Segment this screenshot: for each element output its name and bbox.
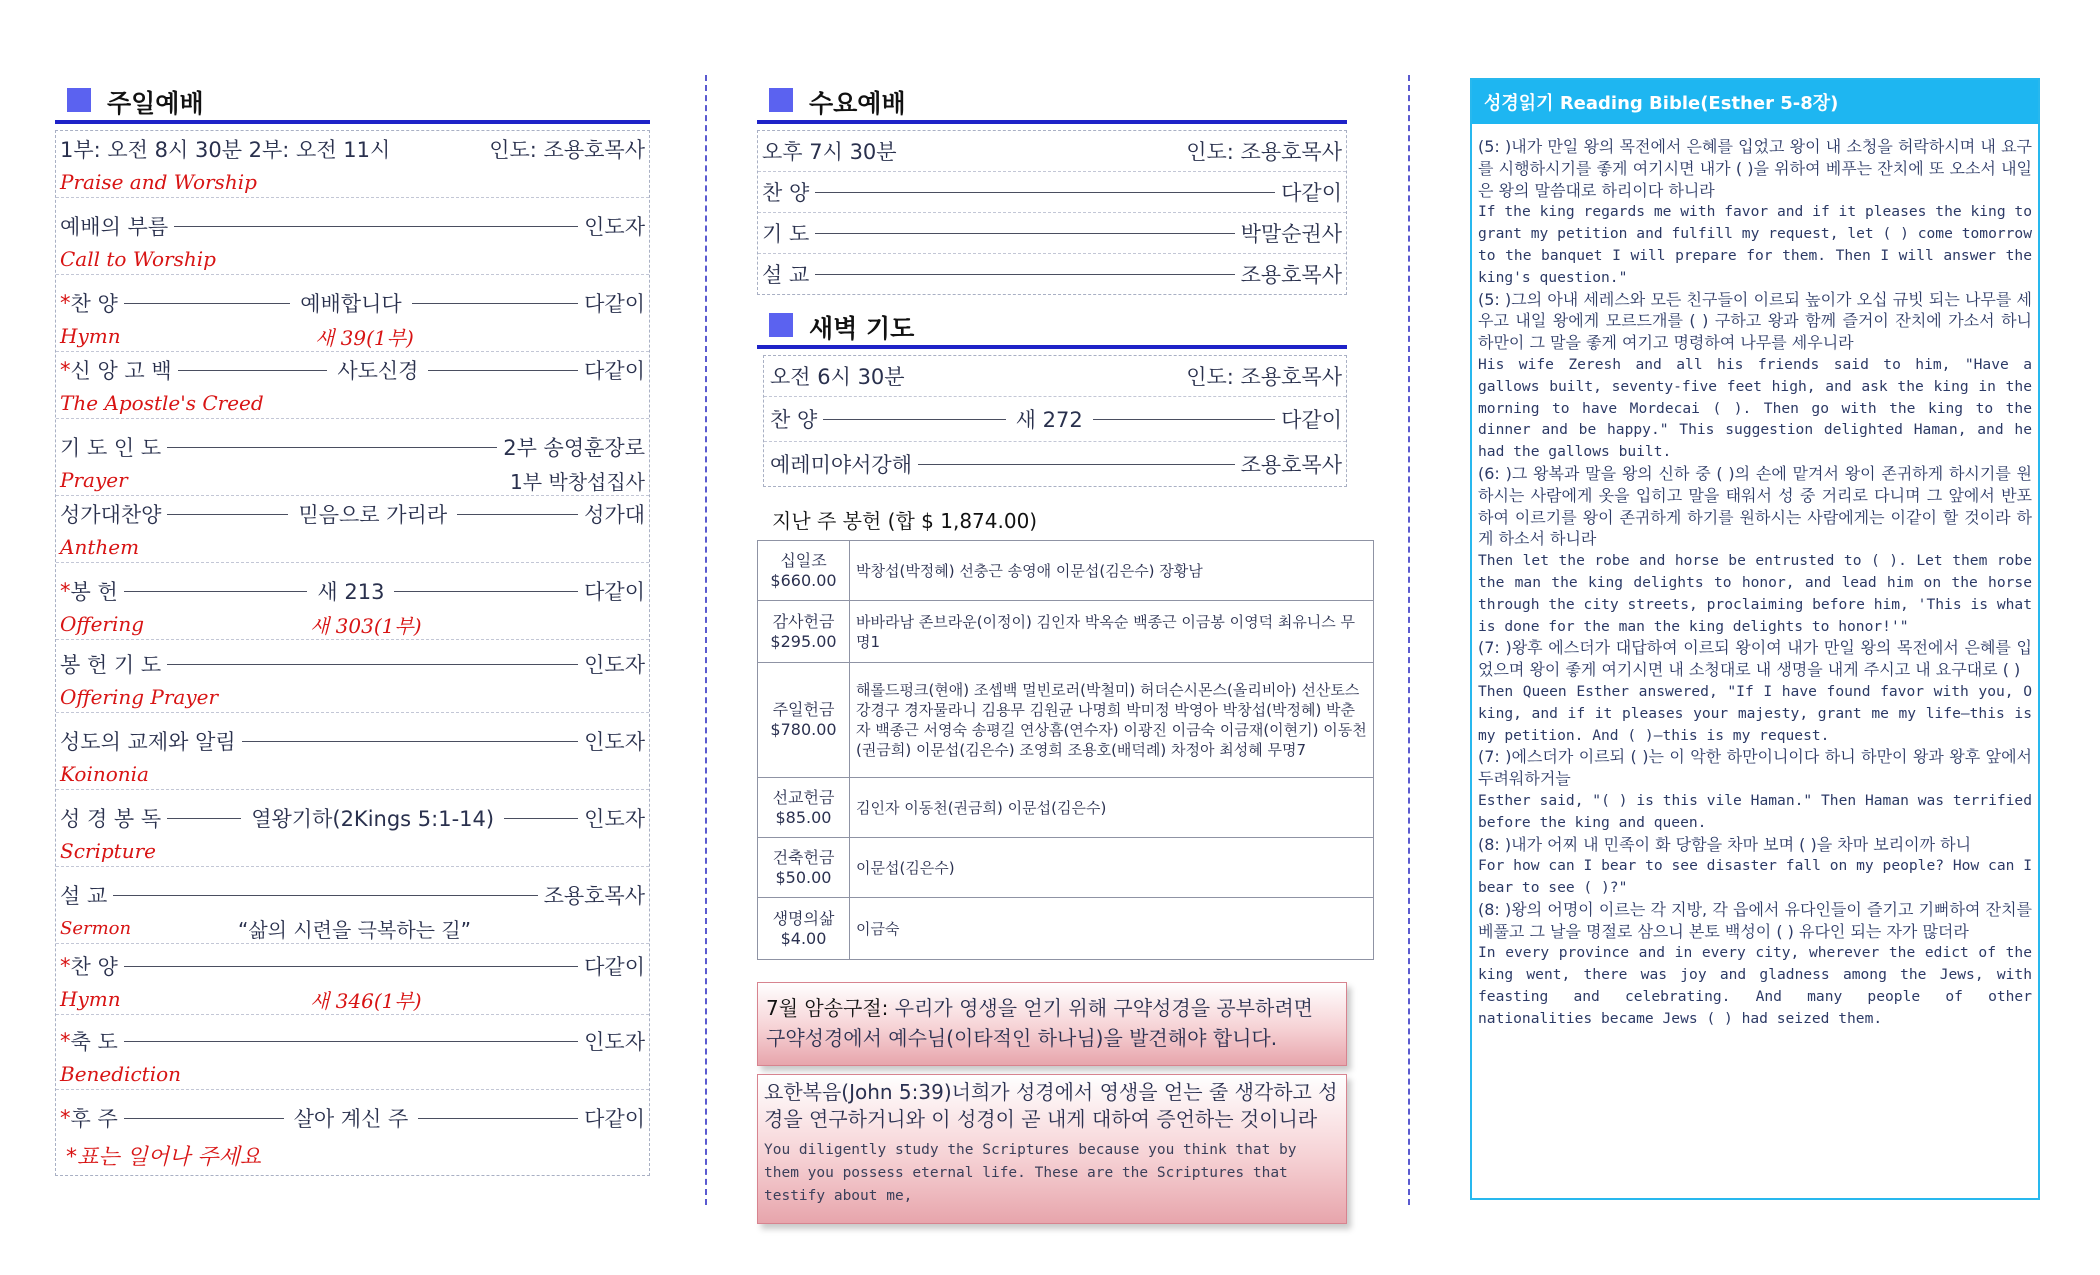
item-leader: 2부 송영훈장로	[503, 436, 645, 460]
item-label: 찬 양	[70, 292, 118, 316]
item-leader-alt: 1부 박창섭집사	[509, 469, 645, 494]
bible-reading-header: 성경읽기 Reading Bible(Esther 5-8장)	[1472, 80, 2038, 124]
offering-total-title: 지난 주 봉헌 (합 $ 1,874.00)	[772, 509, 1038, 533]
order-row	[56, 790, 649, 867]
item-title: 살아 계신 주	[293, 1107, 409, 1131]
english-label: Offering Prayer	[60, 685, 219, 709]
order-row	[758, 254, 1346, 294]
english-label: Hymn	[60, 324, 121, 348]
item-title: 예배합니다	[300, 292, 402, 316]
item-label: 기 도	[762, 222, 810, 246]
item-leader: 다같이	[584, 1107, 646, 1131]
offering-donors: 박창섭(박정혜) 선충근 송영애 이문섭(김은수) 장황남	[850, 541, 1374, 601]
stand-marker: *	[60, 954, 71, 978]
leader: 인도: 조용호목사	[489, 138, 645, 162]
order-row	[56, 1090, 649, 1175]
english-label: Sermon	[60, 917, 132, 939]
section-title: 수요예배	[809, 89, 906, 118]
order-row	[56, 944, 649, 1015]
item-leader: 인도자	[584, 730, 645, 754]
order-row	[56, 496, 649, 563]
order-row	[56, 713, 649, 790]
item-leader: 인도자	[584, 1030, 645, 1054]
offering-type: 생명의삶	[772, 908, 835, 928]
offering-donors: 해롤드펑크(현애) 조셉백 멀빈로러(박철미) 허더슨시몬스(올리비아) 선산토스 강경구 경자물라니 김용무 김원균 나명희 박미정 박영아 박창섭(박정혜) 박춘자 백종근 서영숙 송평길 연상흠(연수자) 이광진 이금숙 이금재(이현기) 이동천(권금희) 이문섭(김은수) 조영희 조용호(배덕례) 차정아 최성혜 무명7	[850, 663, 1374, 778]
item-leader: 다같이	[1281, 181, 1342, 205]
stand-marker: *	[60, 1106, 71, 1130]
offering-donors: 김인자 이동천(권금희) 이문섭(김은수)	[850, 778, 1374, 838]
english-label: Scripture	[60, 839, 156, 863]
bible-passage-korean: (7: )왕후 에스더가 대답하여 이르되 왕이여 내가 만일 왕의 목전에서 은혜를 입었으며 왕이 좋게 여기시면 내 소청대로 내 생명을 내게 주시고 내 요구대로 ( )	[1478, 638, 2032, 680]
column-divider-left	[705, 75, 707, 1205]
item-label: 설 교	[60, 884, 108, 908]
english-label: Call to Worship	[60, 247, 216, 271]
order-row	[758, 131, 1346, 172]
bible-passage-english: His wife Zeresh and all his friends said to him, "Have a gallows built, seventy-five feet high, and ask the king in the morning to have Mordecai ( ). Then go with the king to the dinner and be happy." This suggestion delighted Haman, and he had the gallows built.	[1478, 355, 2032, 461]
item-leader: 인도자	[584, 807, 646, 831]
order-row	[56, 1015, 649, 1090]
leader: 인도: 조용호목사	[1186, 365, 1342, 389]
memory-verse-label: 7월 암송구절:	[766, 996, 889, 1020]
section-title: 주일예배	[107, 89, 204, 118]
leader: 인도: 조용호목사	[1186, 140, 1342, 164]
offering-donors: 이문섭(김은수)	[850, 838, 1374, 898]
english-label: Praise and Worship	[60, 170, 257, 194]
order-row	[758, 172, 1346, 213]
sunday-worship-header	[55, 78, 650, 124]
dawn-prayer-order	[763, 355, 1347, 487]
hymn-number: 새 346(1부)	[310, 988, 422, 1013]
order-row	[56, 275, 649, 352]
english-label: Offering	[60, 612, 145, 636]
item-label: 성도의 교제와 알림	[60, 730, 236, 754]
offering-amount: $780.00	[770, 720, 837, 739]
offering-amount: $50.00	[775, 867, 832, 887]
item-leader: 인도자	[584, 653, 645, 677]
english-label: Prayer	[60, 468, 128, 492]
bible-reading-panel	[1470, 78, 2040, 1200]
service-time: 오전 6시 30분	[770, 365, 905, 389]
item-label: 신 앙 고 백	[70, 359, 172, 383]
offering-type: 감사헌금	[772, 611, 835, 631]
offering-row	[758, 541, 1374, 601]
item-title: 새 213	[317, 580, 385, 604]
offering-type: 십일조	[780, 550, 827, 570]
bible-passage-korean: (5: )내가 만일 왕의 목전에서 은혜를 입었고 왕이 내 소청을 허락하시며 내 요구를 시행하시기를 좋게 여기시면 내가 ( )을 위하여 베푸는 잔치에 또 오소서 내일은 왕의 말씀대로 하리이다 하니라	[1478, 137, 2032, 200]
item-label: 봉 헌	[70, 580, 118, 604]
offering-row	[758, 838, 1374, 898]
english-label: The Apostle's Creed	[60, 391, 264, 415]
order-row	[56, 131, 649, 198]
offering-type: 주일헌금	[772, 700, 835, 719]
english-label: Hymn	[60, 987, 121, 1011]
bible-passage-korean: (8: )왕의 어명이 이르는 각 지방, 각 읍에서 유다인들이 즐기고 기뻐하여 잔치를 베풀고 그 날을 명절로 삼으니 본토 백성이 ( ) 유다인 되는 자가 많더라	[1478, 899, 2032, 941]
item-leader: 다같이	[584, 359, 645, 383]
offering-category	[758, 541, 850, 601]
item-leader: 다같이	[584, 292, 646, 316]
item-leader: 조용호목사	[1240, 453, 1342, 477]
bible-passage-english: Then let the robe and horse be entrusted to ( ). Let them robe the man the king delights to honor, and lead him on the horse through the city streets, proclaiming before him, 'This is what is done for the man the king delights to honor!'"	[1478, 552, 2032, 635]
wednesday-header	[757, 78, 1347, 124]
stand-marker: *	[60, 291, 71, 315]
scripture-verse-box	[757, 1074, 1347, 1224]
order-row	[764, 442, 1346, 486]
order-row	[56, 563, 649, 640]
order-row	[56, 198, 649, 275]
verse-english: You diligently study the Scriptures because you think that by them you possess eternal life. These are the Scriptures that testify about me,	[764, 1142, 1297, 1204]
bible-passage-english: For how can I bear to see disaster fall on my people? How can I bear to see ( )?"	[1478, 857, 2032, 897]
item-label: 성가대찬양	[60, 503, 162, 527]
item-leader: 다같이	[584, 955, 645, 979]
item-leader: 박말순권사	[1240, 222, 1342, 246]
item-leader: 성가대	[584, 503, 646, 527]
item-label: 찬 양	[770, 408, 818, 432]
item-leader: 조용호목사	[543, 884, 645, 908]
offering-donors: 바바라남 존브라운(이정이) 김인자 박옥순 백종근 이금봉 이영덕 최유니스 무명1	[850, 601, 1374, 663]
bible-passage-english: In every province and in every city, wherever the edict of the king went, there was joy and gladness among the Jews, with feasting and celebrating. And many people of other nationalities became Jews ( ) had seized them.	[1478, 944, 2032, 1027]
offering-table	[757, 540, 1374, 960]
order-row	[56, 640, 649, 713]
item-title: 새 272	[1015, 408, 1083, 432]
english-label: Koinonia	[60, 762, 149, 786]
item-label: 축 도	[70, 1030, 118, 1054]
english-label: Benediction	[60, 1062, 182, 1086]
order-row	[56, 352, 649, 419]
offering-type: 선교헌금	[772, 787, 835, 807]
order-row	[764, 356, 1346, 397]
item-title: 열왕기하(2Kings 5:1-14)	[251, 807, 495, 831]
stand-marker: *	[60, 358, 71, 382]
stand-note: *표는 일어나 주세요	[66, 1145, 262, 1170]
item-label: 기 도 인 도	[60, 436, 162, 460]
column-divider-right	[1408, 75, 1410, 1205]
item-leader: 조용호목사	[1240, 263, 1342, 287]
offering-amount: $660.00	[770, 570, 837, 590]
service-time: 오후 7시 30분	[762, 140, 897, 164]
service-times: 1부: 오전 8시 30분 2부: 오전 11시	[60, 138, 391, 162]
stand-marker: *	[60, 579, 71, 603]
order-row	[56, 867, 649, 944]
bible-passage-korean: (7: )에스더가 이르되 ( )는 이 악한 하만이니이다 하니 하만이 왕과 왕후 앞에서 두려워하거늘	[1478, 747, 2032, 789]
bible-passage-english: If the king regards me with favor and if it pleases the king to grant my petition and fulfill my request, let ( ) come tomorrow to the banquet I will prepare for them. Then I will answer the king's question."	[1478, 203, 2032, 286]
sunday-worship-column	[55, 78, 650, 1176]
offering-amount: $295.00	[770, 631, 837, 651]
offering-category	[758, 663, 850, 778]
bible-passage-korean: (8: )내가 어찌 내 민족이 화 당함을 차마 보며 ( )을 차마 보리이까 하니	[1478, 834, 1972, 854]
offering-category	[758, 778, 850, 838]
item-label: 봉 헌 기 도	[60, 653, 162, 677]
item-title: 믿음으로 가리라	[298, 503, 448, 527]
offering-category	[758, 898, 850, 960]
hymn-number: 새 39(1부)	[315, 325, 414, 350]
item-label: 설 교	[762, 263, 810, 287]
verse-korean: 요한복음(John 5:39)너희가 성경에서 영생을 얻는 줄 생각하고 성경을 연구하거니와 이 성경이 곧 내게 대하여 증언하는 것이니라	[764, 1080, 1338, 1131]
item-label: 예레미야서강해	[770, 453, 913, 477]
bible-reading-body	[1472, 124, 2038, 1030]
sermon-title: “삶의 시련을 극복하는 길”	[238, 917, 471, 942]
item-leader: 다같이	[584, 580, 645, 604]
item-label: 후 주	[70, 1107, 118, 1131]
english-label: Anthem	[60, 535, 140, 559]
bible-passage-korean: (5: )그의 아내 세레스와 모든 친구들이 이르되 높이가 오십 규빗 되는 나무를 세우고 내일 왕에게 모르드개를 ( ) 구하고 왕과 함께 즐거이 잔치에 가소서 하니 하만이 그 말을 좋게 여기고 명령하여 나무를 세우니라	[1478, 289, 2032, 353]
memory-verse-box	[757, 982, 1347, 1066]
worship-order	[55, 130, 650, 1176]
item-label: 예배의 부름	[60, 215, 169, 239]
item-leader: 인도자	[584, 215, 645, 239]
section-title: 새벽 기도	[809, 314, 915, 343]
offering-row	[758, 601, 1374, 663]
offering-type: 건축헌금	[772, 847, 835, 867]
stand-marker: *	[60, 1029, 71, 1053]
offering-row	[758, 778, 1374, 838]
memory-verse-text: 우리가 영생을 얻기 위해 구약성경을 공부하려면 구약성경에서 예수님(이타적인 하나님)을 발견해야 합니다.	[766, 996, 1313, 1050]
bible-passage-korean: (6: )그 왕복과 말을 왕의 신하 중 ( )의 손에 맡겨서 왕이 존귀하게 하시기를 원하시는 사람에게 옷을 입히고 말을 태워서 성 중 거리로 다니며 그 앞에서 반포하여 이르기를 왕이 존귀하게 하기를 원하시는 사람에게는 이같이 할 것이라 하게 하소서 하니라	[1478, 463, 2032, 549]
item-title: 사도신경	[337, 359, 419, 383]
offering-category	[758, 838, 850, 898]
offering-category	[758, 601, 850, 663]
offering-row	[758, 663, 1374, 778]
order-row	[758, 213, 1346, 254]
order-row	[764, 397, 1346, 442]
item-label: 찬 양	[762, 181, 810, 205]
order-row	[56, 419, 649, 496]
square-bullet-icon	[67, 88, 91, 112]
square-bullet-icon	[769, 88, 793, 112]
hymn-number: 새 303(1부)	[310, 613, 422, 638]
offering-row	[758, 898, 1374, 960]
bible-passage-english: Esther said, "( ) is this vile Haman." Then Haman was terrified before the king and queen.	[1478, 791, 2032, 831]
offering-amount: $4.00	[780, 928, 827, 948]
wednesday-order	[757, 130, 1347, 295]
square-bullet-icon	[769, 313, 793, 337]
offering-donors: 이금숙	[850, 898, 1374, 960]
item-label: 찬 양	[70, 955, 118, 979]
item-leader: 다같이	[1281, 408, 1342, 432]
offering-amount: $85.00	[775, 807, 832, 827]
wednesday-column	[757, 78, 1367, 1224]
bible-passage-english: Then Queen Esther answered, "If I have found favor with you, O king, and if it pleases your majesty, grant me my life—this is my petition. And ( )—this is my request.	[1478, 682, 2032, 744]
item-label: 성 경 봉 독	[60, 807, 162, 831]
dawn-prayer-header	[757, 303, 1347, 349]
